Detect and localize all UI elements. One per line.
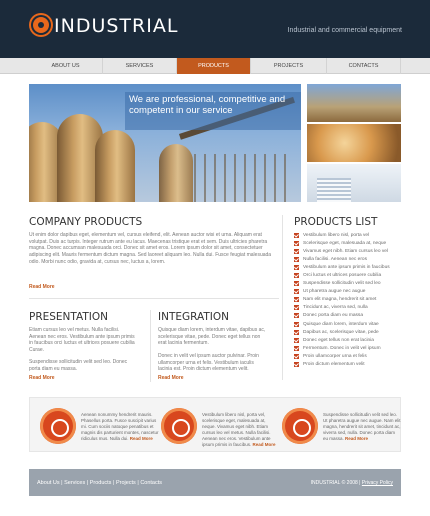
list-item[interactable]: Vestibulum libero nisl, porta vel (294, 231, 404, 239)
footer-link-services[interactable]: Services (64, 480, 86, 486)
list-item[interactable]: Proin ullamcorper urna et felis (294, 352, 404, 360)
nav-products[interactable]: PRODUCTS (177, 58, 251, 74)
list-item[interactable]: Proin dictum elementum velit (294, 361, 404, 369)
presentation-read-more[interactable]: Read More (29, 375, 55, 381)
site-tagline: Industrial and commercial equipment (287, 27, 402, 34)
checkmark-icon (294, 265, 299, 270)
features-box (29, 397, 401, 452)
column-divider (150, 310, 151, 382)
presentation-text: Etiam cursus leo vel metus. Nulla facilisi. Aenean nec eros. Vestibulum ante ipsum primis in faucibus orci luctus et ultrices posuere cubilia Curae. (29, 327, 135, 354)
company-products-text: Ut enim dolor dapibus eget, elementum vel, cursus eleifend, elit. Aenean auctor wisi et urna. Aliquam erat volutpat. Duis ac turpis. Integer rutrum ante eu lacus. Maecenas tristique erat et sem. Duis ultricies pharetra magna. Donec accumsan malesuada orci. Donec sit amet eros. Lorem ipsum dolor sit amet, consectetuer adipiscing elit. Mauris fermentum dictum magna. Sed laoreet aliquam leo. Nulla dui. Fusce feugiat malesuada odio. Morbi nunc odio, gravida at, cursus nec, luctus a, lorem. (29, 232, 272, 265)
list-item[interactable]: Dapibus ac, scelerisque vitae, pede (294, 328, 404, 336)
gear-logo-icon (33, 17, 49, 33)
checkmark-icon (294, 289, 299, 294)
nav-contacts[interactable]: CONTACTS (327, 58, 401, 74)
feature-item (282, 408, 400, 444)
checkmark-icon (294, 322, 299, 327)
sidebar-divider (282, 215, 283, 380)
footer-link-about[interactable]: About Us (37, 480, 60, 486)
list-item[interactable]: Fermentum. Donec in velit vel ipsum (294, 344, 404, 352)
thumbnail-silos[interactable] (307, 84, 401, 122)
hero-headline: We are professional, competitive and competent in our service (129, 94, 286, 116)
list-item[interactable]: Nulla facilisi. Aenean nec eros (294, 255, 404, 263)
list-item[interactable]: Donec porta diam eu massa (294, 312, 404, 320)
site-footer (29, 469, 401, 496)
disc-icon (40, 408, 76, 444)
presentation-heading: PRESENTATION (29, 311, 109, 323)
company-products-heading: COMPANY PRODUCTS (29, 216, 143, 228)
checkmark-icon (294, 257, 299, 262)
checkmark-icon (294, 297, 299, 302)
feature-text: Aenean nonummy hendrerit mauris. Phasellus porta. Fusce suscipit varius mi. Cum sociis natoque penatibus et magnis dis parturient montes, nascetur ridiculus mus. Nulla dui. (81, 412, 159, 441)
checkmark-icon (294, 338, 299, 343)
nav-projects[interactable]: PROJECTS (251, 58, 327, 74)
list-item[interactable]: Donec eget tellus non erat lacinia (294, 336, 404, 344)
presentation-text-2: Suspendisse sollicitudin velit sed leo. Donec porta diam eu massa. (29, 359, 128, 372)
site-header (0, 0, 430, 58)
products-list (294, 231, 404, 369)
checkmark-icon (294, 249, 299, 254)
feature-item (161, 408, 279, 447)
checkmark-icon (294, 233, 299, 238)
checkmark-icon (294, 241, 299, 246)
list-item[interactable]: Orci luctus et ultrices posuere cubilia (294, 271, 404, 279)
thumbnail-grain[interactable] (307, 124, 401, 162)
checkmark-icon (294, 273, 299, 278)
checkmark-icon (294, 330, 299, 335)
privacy-policy-link[interactable]: Privacy Policy (361, 480, 393, 486)
footer-link-contacts[interactable]: Contacts (140, 480, 163, 486)
disc-icon (282, 408, 318, 444)
nav-services[interactable]: SERVICES (103, 58, 177, 74)
checkmark-icon (294, 305, 299, 310)
integration-read-more[interactable]: Read More (158, 375, 184, 381)
feature-text: Suspendisse sollicitudin velit sed leo. Ut pharetra augue nec augue. Nam elit magna, hendrerit sit amet, tincidunt ac, viverra sed, nulla. Donec porta diam eu massa. (323, 412, 401, 441)
list-item[interactable]: Tincidunt ac, viverra sed, nulla (294, 304, 404, 312)
integration-text-2: Donec in velit vel ipsum auctor pulvinar. Proin ullamcorper urna et felis. Vestibulum iaculis lacinia est. Proin dictum elementum velit. (158, 353, 259, 373)
main-nav (0, 58, 430, 74)
disc-icon (161, 408, 197, 444)
footer-copyright: INDUSTRIAL © 2008 | Privacy Policy (310, 480, 393, 486)
checkmark-icon (294, 354, 299, 359)
list-item[interactable]: Nam elit magna, hendrerit sit amet (294, 296, 404, 304)
feature-read-more[interactable]: Read More (345, 436, 369, 441)
integration-heading: INTEGRATION (158, 311, 230, 323)
list-item[interactable]: Suspendisse sollicitudin velit sed leo (294, 280, 404, 288)
list-item[interactable]: Quisque diam lorem, interdum vitae (294, 320, 404, 328)
feature-read-more[interactable]: Read More (129, 436, 153, 441)
section-divider (29, 298, 279, 299)
nav-about-us[interactable]: ABOUT US (29, 58, 103, 74)
checkmark-icon (294, 346, 299, 351)
feature-item (40, 408, 158, 444)
footer-link-products[interactable]: Products (89, 480, 112, 486)
footer-link-projects[interactable]: Projects (115, 480, 136, 486)
checkmark-icon (294, 362, 299, 367)
footer-links: About Us | Services | Products | Projects | Contacts (37, 480, 163, 486)
list-item[interactable]: Scelerisque eget, malesuada at, neque (294, 239, 404, 247)
feature-text: Vestibulum libero nisl, porta vel, scelerisque eget, malesuada at, neque. Vivamus eget nibh. Etiam cursus leo vel metus. Nulla facilisi. Aenean nec eros. Vestibulum ante ipsum primis in faucibus. (202, 412, 271, 447)
hero-banner-image (29, 84, 301, 202)
integration-text: Quisque diam lorem, interdum vitae, dapibus ac, scelerisque vitae, pede. Donec eget tellus non erat lacinia fermentum. (158, 327, 266, 347)
company-products-read-more[interactable]: Read More (29, 284, 55, 290)
list-item[interactable]: Vestibulum ante ipsum primis in faucibus (294, 263, 404, 271)
list-item[interactable]: Ut pharetra augue nec augue (294, 288, 404, 296)
site-logo[interactable]: INDUSTRIAL (54, 15, 179, 37)
products-list-heading: PRODUCTS LIST (294, 216, 378, 228)
checkmark-icon (294, 281, 299, 286)
list-item[interactable]: Vivamus eget nibh. Etiam cursus leo vel (294, 247, 404, 255)
checkmark-icon (294, 313, 299, 318)
thumbnail-building[interactable] (307, 164, 401, 202)
feature-read-more[interactable]: Read More (252, 442, 276, 447)
